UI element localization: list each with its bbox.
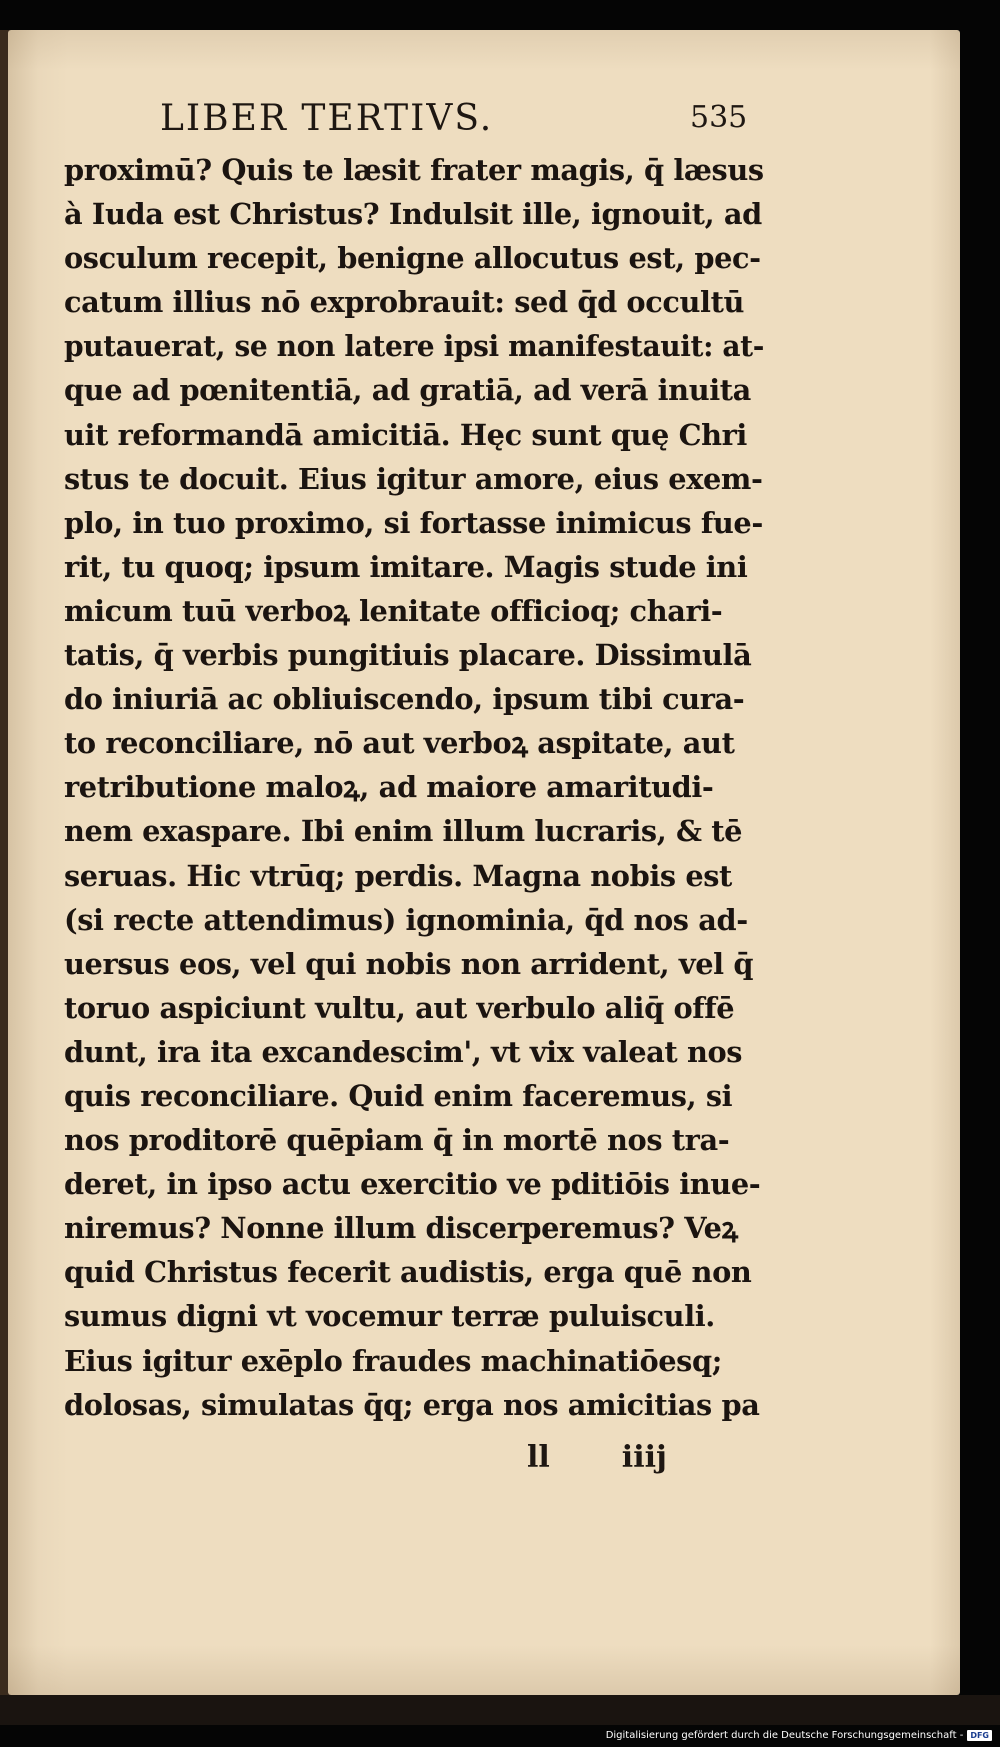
text-line: deret, in ipso actu exercitio ve pditiōis inue-	[64, 1167, 761, 1202]
folio-number: 535	[690, 100, 748, 135]
text-line: uit reformandā amicitiā. Hęc sunt quę Chri	[64, 417, 747, 452]
credit-text: Digitalisierung gefördert durch die Deutsche Forschungsgemeinschaft -	[605, 1730, 964, 1741]
text-line: micum tuū verboꝝ lenitate officioq; chari-	[64, 593, 723, 628]
text-line: uersus eos, vel qui nobis non arrident, vel q̄	[64, 946, 754, 981]
scan-bottom-edge	[0, 1695, 1000, 1725]
text-line: quis reconciliare. Quid enim faceremus, si	[64, 1078, 733, 1113]
text-line: (si recte attendimus) ignominia, q̄d nos ad-	[64, 902, 748, 937]
text-line: quid Christus fecerit audistis, erga quē non	[64, 1255, 752, 1290]
text-line: seruas. Hic vtrūq; perdis. Magna nobis est	[64, 858, 732, 893]
digitization-credit	[606, 1730, 992, 1741]
text-line: dolosas, simulatas q̄q; erga nos amicitias pa	[64, 1387, 760, 1422]
running-head: LIBER TERTIVS.	[160, 98, 494, 139]
text-line: plo, in tuo proximo, si fortasse inimicus fue-	[64, 505, 763, 540]
text-line: Eius igitur exēplo fraudes machinatiōesq;	[64, 1343, 722, 1378]
text-line: retributione maloꝝ, ad maiore amaritudi-	[64, 770, 714, 805]
text-line: nos proditorē quēpiam q̄ in mortē nos tra-	[64, 1123, 730, 1158]
dfg-logo-icon: DFG	[967, 1730, 992, 1741]
signature-left: ll	[527, 1440, 550, 1475]
text-line: que ad pœnitentiā, ad gratiā, ad verā inuita	[64, 373, 751, 408]
signature-mark	[527, 1440, 667, 1475]
text-line: stus te docuit. Eius igitur amore, eius exem-	[64, 461, 763, 496]
text-line: to reconciliare, nō aut verboꝝ aspitate, aut	[64, 726, 735, 761]
text-line: toruo aspiciunt vultu, aut verbulo aliq̄ offē	[64, 990, 735, 1025]
text-line: nem exaspare. Ibi enim illum lucraris, & tē	[64, 814, 743, 849]
text-line: catum illius nō exprobrauit: sed q̄d occultū	[64, 285, 745, 320]
text-line: tatis, q̄ verbis pungitiuis placare. Dissimulā	[64, 638, 752, 673]
text-block	[64, 148, 764, 1427]
text-line: sumus digni vt vocemur terræ puluisculi.	[64, 1299, 715, 1334]
text-line: osculum recepit, benigne allocutus est, pec-	[64, 241, 761, 276]
text-line: do iniuriā ac obliuiscendo, ipsum tibi cura-	[64, 682, 745, 717]
text-line: proximū? Quis te læsit frater magis, q̄ læsus	[64, 153, 764, 187]
text-line: à Iuda est Christus? Indulsit ille, ignouit, ad	[64, 197, 762, 232]
text-line: dunt, ira ita excandescim', vt vix valeat nos	[64, 1034, 743, 1069]
text-line: niremus? Nonne illum discerperemus? Veꝝ	[64, 1211, 738, 1246]
text-line: rit, tu quoq; ipsum imitare. Magis stude ini	[64, 549, 748, 584]
signature-right: iiij	[621, 1440, 667, 1475]
text-line: putauerat, se non latere ipsi manifestauit: at-	[64, 329, 764, 364]
